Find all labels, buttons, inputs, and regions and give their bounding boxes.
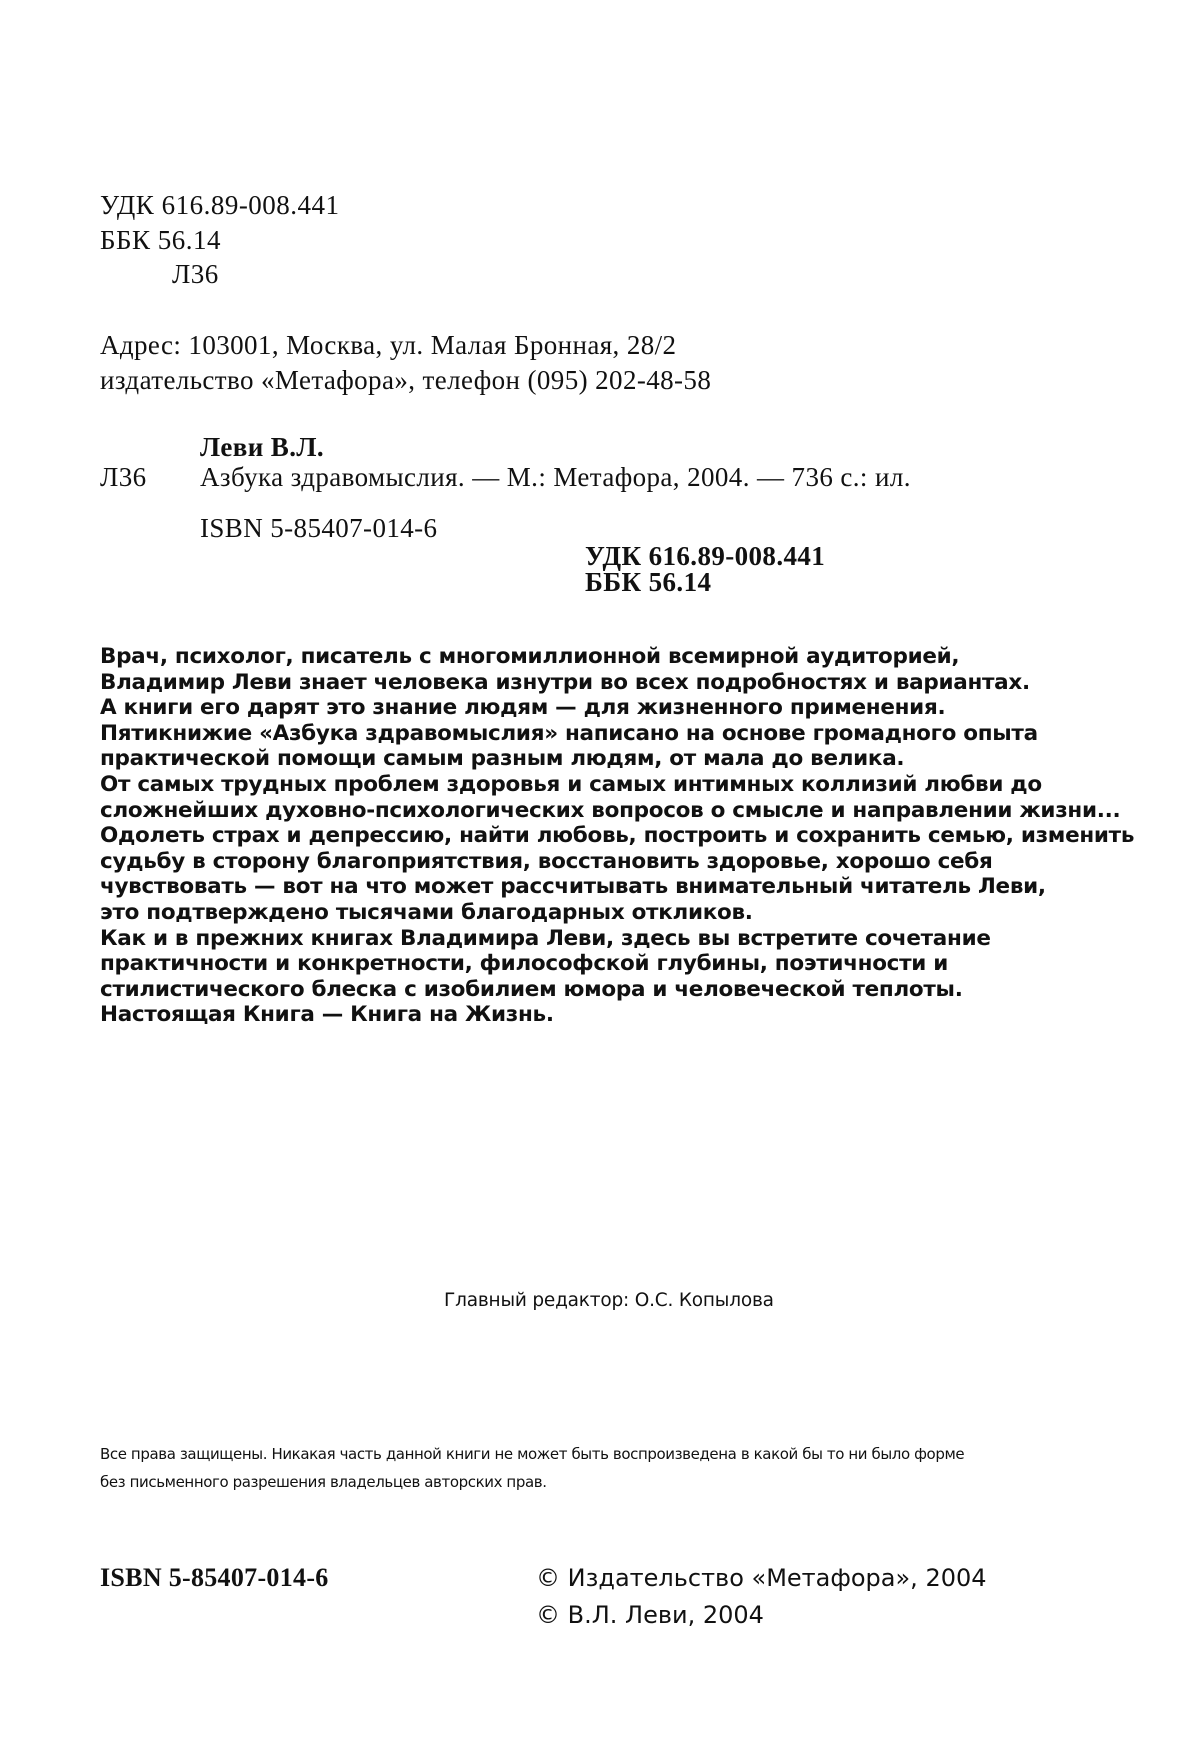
annotation-line: Владимир Леви знает человека изнутри во всех подробностях и вариантах. xyxy=(100,670,1120,696)
chief-editor: Главный редактор: О.С. Копылова xyxy=(444,1290,774,1311)
address-line-2: издательство «Метафора», телефон (095) 202-48-58 xyxy=(100,365,711,396)
record-udk: УДК 616.89-008.441 xyxy=(585,541,825,572)
annotation xyxy=(100,644,1120,1028)
author-mark: Л36 xyxy=(172,259,219,290)
annotation-line: практичности и конкретности, философской глубины, поэтичности и xyxy=(100,951,1120,977)
annotation-line: А книги его дарят это знание людям — для жизненного применения. xyxy=(100,695,1120,721)
copyright-publisher: © Издательство «Метафора», 2004 xyxy=(536,1560,987,1597)
annotation-line: стилистического блеска с изобилием юмора и человеческой теплоты. xyxy=(100,977,1120,1003)
annotation-line: это подтверждено тысячами благодарных откликов. xyxy=(100,900,1120,926)
rights-line-1: Все права защищены. Никакая часть данной книги не может быть воспроизведена в какой бы то ни было форме xyxy=(100,1440,964,1469)
address-line-1: Адрес: 103001, Москва, ул. Малая Бронная, 28/2 xyxy=(100,330,676,361)
record-bbk: ББК 56.14 xyxy=(585,567,711,598)
annotation-line: Одолеть страх и депрессию, найти любовь, построить и сохранить семью, изменить xyxy=(100,823,1120,849)
annotation-line: судьбу в сторону благоприятствия, восстановить здоровье, хорошо себя xyxy=(100,849,1120,875)
annotation-line: Настоящая Книга — Книга на Жизнь. xyxy=(100,1002,1120,1028)
annotation-line: практической помощи самым разным людям, от мала до велика. xyxy=(100,746,1120,772)
rights-line-2: без письменного разрешения владельцев авторских прав. xyxy=(100,1468,547,1497)
udk-code: УДК 616.89-008.441 xyxy=(100,190,340,221)
record-author-mark: Л36 xyxy=(100,462,147,493)
bbk-code: ББК 56.14 xyxy=(100,225,221,256)
annotation-line: Пятикнижие «Азбука здравомыслия» написано на основе громадного опыта xyxy=(100,721,1120,747)
copyright-page xyxy=(0,0,1200,1764)
annotation-line: Как и в прежних книгах Владимира Леви, здесь вы встретите сочетание xyxy=(100,926,1120,952)
record-description: Азбука здравомыслия. — М.: Метафора, 2004. — 736 с.: ил. xyxy=(200,462,911,493)
annotation-line: Врач, психолог, писатель с многомиллионной всемирной аудиторией, xyxy=(100,644,1120,670)
record-isbn: ISBN 5-85407-014-6 xyxy=(200,513,437,544)
annotation-line: чувствовать — вот на что может рассчитывать внимательный читатель Леви, xyxy=(100,874,1120,900)
annotation-line: сложнейших духовно-психологических вопросов о смысле и направлении жизни... xyxy=(100,798,1120,824)
footer-isbn: ISBN 5-85407-014-6 xyxy=(100,1563,329,1593)
record-author: Леви В.Л. xyxy=(200,432,324,463)
annotation-line: От самых трудных проблем здоровья и самых интимных коллизий любви до xyxy=(100,772,1120,798)
copyright-author: © В.Л. Леви, 2004 xyxy=(536,1597,764,1634)
